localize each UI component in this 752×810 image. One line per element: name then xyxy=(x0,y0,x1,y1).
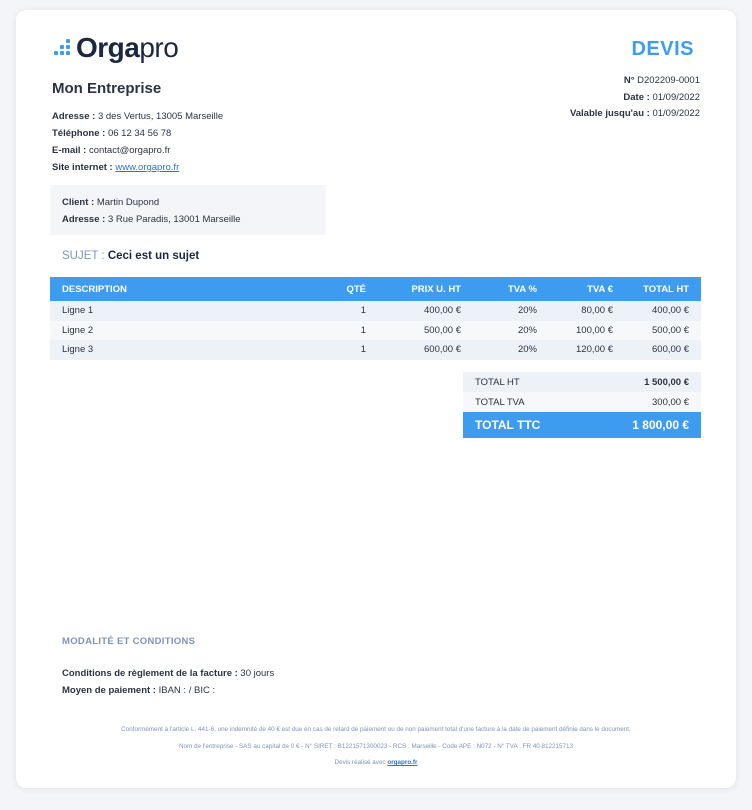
payment-terms: Conditions de règlement de la facture : 30 jours xyxy=(62,668,275,679)
brand-logo xyxy=(52,32,178,64)
client-name: Client : Martin Dupond xyxy=(62,197,160,208)
col-header-total-ht: TOTAL HT xyxy=(625,277,701,301)
company-address: Adresse : 3 des Vertus, 13005 Marseille xyxy=(52,111,224,122)
total-ttc-row: TOTAL TTC 1 800,00 € xyxy=(463,412,701,438)
document-meta xyxy=(570,73,700,123)
document-date: Date : 01/09/2022 xyxy=(623,91,700,103)
logo-wordmark: Orgapro xyxy=(76,32,179,63)
col-header-vat-rate: TVA % xyxy=(473,277,549,301)
totals-block xyxy=(463,372,701,438)
subject-label: SUJET : xyxy=(62,250,105,262)
col-header-qty: QTÉ xyxy=(290,277,378,301)
made-with: Devis réalisé avec orgapro.fr xyxy=(334,759,418,766)
document-number: N° D202209-0001 xyxy=(623,75,700,86)
table-row: Ligne 1 1 400,00 € 20% 80,00 € 400,00 € xyxy=(50,301,701,321)
website-link[interactable]: www.orgapro.fr xyxy=(115,162,180,173)
col-header-unit-price: PRIX U. HT xyxy=(378,277,473,301)
company-phone: Téléphone : 06 12 34 56 78 xyxy=(52,128,172,139)
legal-notice: Conformément à l'article L. 441-6, une indemnité de 40 € est due en cas de retard de paiement ou de non paiement total d'une facture à la date de paiement définie dans le document. xyxy=(121,726,631,733)
logo-dots-icon xyxy=(52,39,72,57)
document-type-title: DEVIS xyxy=(631,38,694,60)
conditions xyxy=(62,665,274,699)
subject-value: Ceci est un sujet xyxy=(107,250,200,262)
items-table xyxy=(50,277,701,360)
conditions-title: MODALITÉ ET CONDITIONS xyxy=(62,636,196,647)
company-info xyxy=(52,108,223,176)
table-row: Ligne 3 1 600,00 € 20% 120,00 € 600,00 € xyxy=(50,340,701,360)
col-header-vat-amount: TVA € xyxy=(549,277,625,301)
company-email: E-mail : contact@orgapro.fr xyxy=(52,145,171,156)
company-website: Site internet : www.orgapro.fr xyxy=(52,162,180,173)
col-header-description: DESCRIPTION xyxy=(50,277,290,301)
company-name: Mon Entreprise xyxy=(52,80,162,97)
total-ht-row: TOTAL HT 1 500,00 € xyxy=(463,372,701,392)
total-tva-row: TOTAL TVA 300,00 € xyxy=(463,392,701,412)
payment-method: Moyen de paiement : IBAN : / BIC : xyxy=(62,685,216,696)
document-validity: Valable jusqu'au : 01/09/2022 xyxy=(569,108,700,119)
orgapro-link[interactable]: orgapro.fr xyxy=(387,759,418,766)
table-header-row xyxy=(50,277,701,301)
client-box xyxy=(50,185,326,235)
company-legal-info: Nom de l'entreprise - SAS au capital de 0 € - N° SIRET : B1221571300023 - RCS : Marseille - Code APE : N072 - N° TVA : FR 40 812215713 xyxy=(178,743,574,750)
subject xyxy=(62,250,199,262)
quote-document xyxy=(16,10,736,788)
client-address: Adresse : 3 Rue Paradis, 13001 Marseille xyxy=(62,213,241,225)
table-row: Ligne 2 1 500,00 € 20% 100,00 € 500,00 € xyxy=(50,321,701,341)
